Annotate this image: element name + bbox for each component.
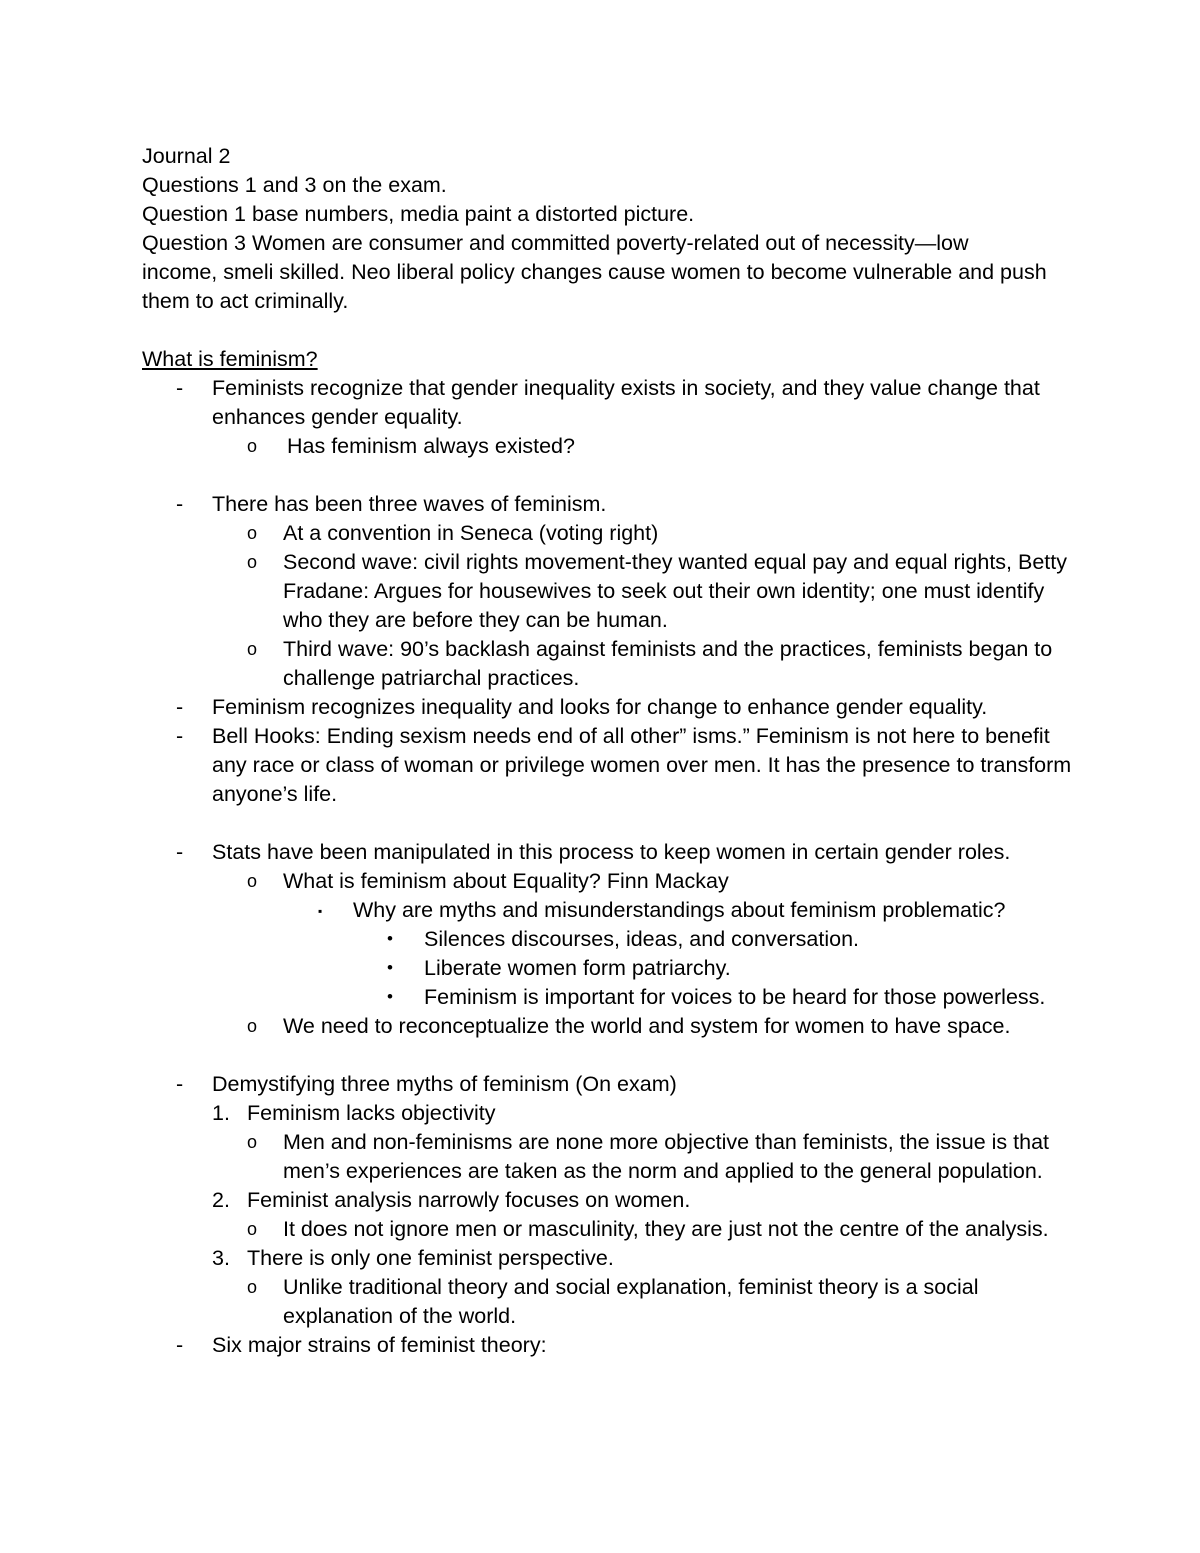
list-item-text: At a convention in Seneca (voting right) <box>283 521 659 545</box>
list-item-text: Feminism recognizes inequality and looks for change to enhance gender equality. <box>212 695 988 719</box>
list-item-text: Stats have been manipulated in this process to keep women in certain gender roles. <box>212 840 1011 864</box>
spacer <box>142 316 1072 345</box>
list-item-text: Six major strains of feminist theory: <box>212 1333 547 1357</box>
circle-bullet-icon: o <box>247 1132 258 1152</box>
circle-bullet-icon: o <box>247 552 258 572</box>
list-item-text: Feminist analysis narrowly focuses on women. <box>247 1188 691 1212</box>
numbered-item <box>142 1099 1072 1128</box>
list-item <box>142 1215 1072 1244</box>
list-item-text: Second wave: civil rights movement-they wanted equal pay and equal rights, Betty Fradane: Argues for housewives to seek out their own identity; one must identify who they are before they can be human. <box>283 550 1067 632</box>
dash-marker: - <box>176 1072 184 1096</box>
circle-bullet-icon: o <box>247 871 258 891</box>
list-item <box>142 548 1072 635</box>
list-item <box>142 490 1072 519</box>
list-item <box>142 1331 1072 1360</box>
list-item-text: Bell Hooks: Ending sexism needs end of all other” isms.” Feminism is not here to benefit any race or class of woman or privilege women over men. It has the presence to transform anyone’s life. <box>212 724 1072 806</box>
number-marker: 3. <box>212 1246 230 1270</box>
list-item <box>142 722 1072 809</box>
bullet-icon: • <box>387 929 393 948</box>
list-item <box>142 1273 1072 1331</box>
numbered-item <box>142 1186 1072 1215</box>
intro-line: Questions 1 and 3 on the exam. <box>142 173 447 197</box>
list-item <box>142 867 1072 896</box>
number-marker: 2. <box>212 1188 230 1212</box>
numbered-item <box>142 1244 1072 1273</box>
list-item-text: There has been three waves of feminism. <box>212 492 607 516</box>
spacer <box>142 1041 1072 1070</box>
circle-bullet-icon: o <box>247 436 258 456</box>
list-item <box>142 896 1072 925</box>
list-item <box>142 635 1072 693</box>
list-item-text: Why are myths and misunderstandings about feminism problematic? <box>353 898 1006 922</box>
bullet-icon: • <box>387 987 393 1006</box>
dash-marker: - <box>176 840 184 864</box>
intro-line: Question 1 base numbers, media paint a distorted picture. <box>142 202 695 226</box>
intro-line: income, smeli skilled. Neo liberal policy changes cause women to become vulnerable and push <box>142 260 1047 284</box>
list-item-text: Feminists recognize that gender inequality exists in society, and they value change that enhances gender equality. <box>212 376 1040 429</box>
list-item <box>142 983 1072 1012</box>
list-item-text: There is only one feminist perspective. <box>247 1246 614 1270</box>
list-item-text: It does not ignore men or masculinity, they are just not the centre of the analysis. <box>283 1217 1049 1241</box>
bullet-icon: • <box>387 958 393 977</box>
dash-marker: - <box>176 695 184 719</box>
intro-line: Question 3 Women are consumer and committed poverty-related out of necessity—low <box>142 231 969 255</box>
list-item-text: What is feminism about Equality? Finn Mackay <box>283 869 729 893</box>
dash-marker: - <box>176 1333 184 1357</box>
list-item <box>142 925 1072 954</box>
circle-bullet-icon: o <box>247 639 258 659</box>
list-item <box>142 1012 1072 1041</box>
list-item <box>142 1070 1072 1099</box>
circle-bullet-icon: o <box>247 1016 258 1036</box>
list-item-text: Has feminism always existed? <box>287 434 575 458</box>
circle-bullet-icon: o <box>247 523 258 543</box>
list-item <box>142 954 1072 983</box>
list-item-text: Demystifying three myths of feminism (On exam) <box>212 1072 677 1096</box>
list-item <box>142 519 1072 548</box>
list-item <box>142 693 1072 722</box>
square-bullet-icon: ▪ <box>318 904 323 918</box>
dash-marker: - <box>176 724 184 748</box>
section-heading: What is feminism? <box>142 347 318 371</box>
spacer <box>142 809 1072 838</box>
list-item-text: Liberate women form patriarchy. <box>424 956 731 980</box>
list-item-text: We need to reconceptualize the world and system for women to have space. <box>283 1014 1011 1038</box>
list-item-text: Men and non-feminisms are none more objective than feminists, the issue is that men’s experiences are taken as the norm and applied to the general population. <box>283 1130 1050 1183</box>
circle-bullet-icon: o <box>247 1277 258 1297</box>
dash-marker: - <box>176 492 184 516</box>
list-item-text: Feminism is important for voices to be heard for those powerless. <box>424 985 1046 1009</box>
dash-marker: - <box>176 376 184 400</box>
list-item <box>142 432 1072 461</box>
journal-title: Journal 2 <box>142 144 231 168</box>
spacer <box>142 461 1072 490</box>
circle-bullet-icon: o <box>247 1219 258 1239</box>
number-marker: 1. <box>212 1101 230 1125</box>
list-item-text: Unlike traditional theory and social explanation, feminist theory is a social explanation of the world. <box>283 1275 979 1328</box>
list-item <box>142 838 1072 867</box>
list-item <box>142 1128 1072 1186</box>
list-item-text: Silences discourses, ideas, and conversation. <box>424 927 860 951</box>
list-item <box>142 374 1072 432</box>
list-item-text: Third wave: 90’s backlash against feminists and the practices, feminists began to challenge patriarchal practices. <box>283 637 1053 690</box>
document-body <box>142 142 1072 1360</box>
list-item-text: Feminism lacks objectivity <box>247 1101 496 1125</box>
intro-line: them to act criminally. <box>142 289 349 313</box>
